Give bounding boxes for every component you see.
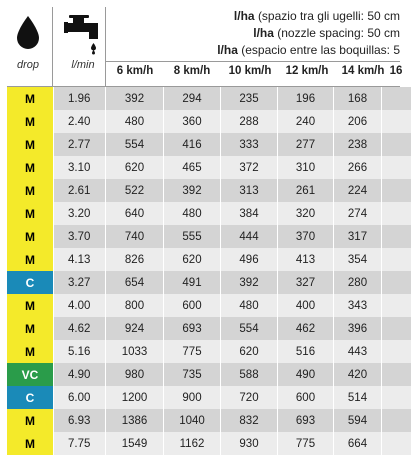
drop-category-cell: M [7, 133, 53, 156]
flow-rate-cell: 7.75 [53, 432, 105, 455]
application-rate-cell: 384 [220, 202, 277, 225]
application-rate-cell: 235 [220, 87, 277, 110]
application-rate-cell [381, 179, 411, 202]
application-rate-cell: 600 [277, 386, 333, 409]
application-rate-cell: 496 [220, 248, 277, 271]
drop-category-cell: M [7, 202, 53, 225]
application-rate-cell: 343 [333, 294, 381, 317]
drop-category-cell: M [7, 317, 53, 340]
table-row [7, 340, 411, 363]
flow-rate-cell: 4.00 [53, 294, 105, 317]
drop-category-cell: M [7, 340, 53, 363]
table-row [7, 156, 411, 179]
table-row [7, 294, 411, 317]
application-rate-cell [381, 133, 411, 156]
application-rate-cell: 327 [277, 271, 333, 294]
application-rate-cell: 600 [163, 294, 220, 317]
application-rate-cell [381, 110, 411, 133]
application-rate-cell [381, 386, 411, 409]
speed-header-12: 12 km/h [285, 65, 329, 77]
table-row [7, 179, 411, 202]
drop-category-cell: M [7, 294, 53, 317]
drop-category-cell: M [7, 156, 53, 179]
application-rate-cell: 516 [277, 340, 333, 363]
flow-rate-cell: 5.16 [53, 340, 105, 363]
application-rate-cell: 490 [277, 363, 333, 386]
application-rate-cell: 720 [220, 386, 277, 409]
application-rate-cell: 620 [163, 248, 220, 271]
table-row [7, 87, 411, 110]
speed-header-14: 14 km/h [341, 65, 385, 77]
divider [52, 7, 53, 87]
table-row [7, 110, 411, 133]
application-rate-cell: 206 [333, 110, 381, 133]
application-rate-cell [381, 271, 411, 294]
application-rate-cell: 1162 [163, 432, 220, 455]
unit-line-en: l/ha (nozzle spacing: 50 cm [253, 26, 400, 40]
divider [105, 61, 400, 62]
drop-category-cell: C [7, 386, 53, 409]
application-rate-cell: 735 [163, 363, 220, 386]
drop-category-cell: C [7, 271, 53, 294]
application-rate-cell: 654 [105, 271, 163, 294]
application-rate-cell [381, 340, 411, 363]
application-rate-cell: 924 [105, 317, 163, 340]
application-rate-cell: 480 [105, 110, 163, 133]
application-rate-cell: 514 [333, 386, 381, 409]
application-rate-cell: 555 [163, 225, 220, 248]
table-row [7, 317, 411, 340]
faucet-icon [63, 13, 103, 55]
application-rate-cell: 775 [163, 340, 220, 363]
table-row [7, 248, 411, 271]
application-rate-cell [381, 317, 411, 340]
application-rate-cell: 444 [220, 225, 277, 248]
application-rate-cell: 491 [163, 271, 220, 294]
application-rate-cell: 740 [105, 225, 163, 248]
application-rate-cell: 826 [105, 248, 163, 271]
application-rate-cell: 664 [333, 432, 381, 455]
table-row [7, 409, 411, 432]
application-rate-cell: 333 [220, 133, 277, 156]
application-rate-cell: 196 [277, 87, 333, 110]
flow-rate-cell: 1.96 [53, 87, 105, 110]
application-rate-cell: 317 [333, 225, 381, 248]
application-rate-cell [381, 87, 411, 110]
application-rate-cell: 277 [277, 133, 333, 156]
application-rate-cell: 465 [163, 156, 220, 179]
application-rate-cell: 930 [220, 432, 277, 455]
table-row [7, 202, 411, 225]
table-row [7, 271, 411, 294]
application-rate-cell: 266 [333, 156, 381, 179]
drop-category-cell: M [7, 248, 53, 271]
application-rate-cell: 640 [105, 202, 163, 225]
application-rate-cell: 1386 [105, 409, 163, 432]
application-rate-cell: 522 [105, 179, 163, 202]
application-rate-cell [381, 363, 411, 386]
table-row [7, 225, 411, 248]
flow-rate-cell: 6.93 [53, 409, 105, 432]
application-rate-cell [381, 156, 411, 179]
drop-label: drop [16, 59, 40, 71]
flow-rate-cell: 2.77 [53, 133, 105, 156]
application-rate-cell: 1040 [163, 409, 220, 432]
application-rate-cell: 238 [333, 133, 381, 156]
application-rate-cell: 1033 [105, 340, 163, 363]
application-rate-cell: 832 [220, 409, 277, 432]
application-rate-cell: 400 [277, 294, 333, 317]
flow-rate-cell: 2.61 [53, 179, 105, 202]
application-rate-cell: 480 [163, 202, 220, 225]
application-rate-cell: 1200 [105, 386, 163, 409]
application-rate-cell: 392 [163, 179, 220, 202]
application-rate-cell: 168 [333, 87, 381, 110]
table-row [7, 386, 411, 409]
flow-rate-cell: 3.20 [53, 202, 105, 225]
application-rate-cell: 372 [220, 156, 277, 179]
speed-header-10: 10 km/h [228, 65, 272, 77]
flow-rate-cell: 3.10 [53, 156, 105, 179]
speed-header-8: 8 km/h [173, 65, 211, 77]
application-rate-cell: 980 [105, 363, 163, 386]
application-rate-cell: 294 [163, 87, 220, 110]
application-rate-cell: 413 [277, 248, 333, 271]
application-rate-cell: 800 [105, 294, 163, 317]
application-rate-cell: 775 [277, 432, 333, 455]
application-rate-cell: 1549 [105, 432, 163, 455]
unit-line-es: l/ha (espacio entre las boquillas: 5 [217, 43, 400, 57]
application-rate-cell [381, 294, 411, 317]
table-row [7, 432, 411, 455]
flow-rate-cell: 4.13 [53, 248, 105, 271]
application-rate-cell: 480 [220, 294, 277, 317]
application-rate-cell: 693 [277, 409, 333, 432]
application-rate-cell [381, 225, 411, 248]
application-rate-cell: 261 [277, 179, 333, 202]
application-rate-cell: 594 [333, 409, 381, 432]
table-header [7, 7, 403, 87]
flow-rate-cell: 3.70 [53, 225, 105, 248]
drop-category-cell: VC [7, 363, 53, 386]
application-rate-cell: 900 [163, 386, 220, 409]
application-rate-cell: 240 [277, 110, 333, 133]
application-rate-cell [381, 409, 411, 432]
application-rate-cell: 280 [333, 271, 381, 294]
application-rate-cell: 274 [333, 202, 381, 225]
application-rate-cell: 620 [220, 340, 277, 363]
drop-category-cell: M [7, 432, 53, 455]
drop-icon [15, 15, 41, 51]
application-rate-cell: 554 [105, 133, 163, 156]
table-row [7, 133, 411, 156]
flow-rate-cell: 3.27 [53, 271, 105, 294]
application-rate-cell: 370 [277, 225, 333, 248]
application-rate-cell: 310 [277, 156, 333, 179]
drop-category-cell: M [7, 409, 53, 432]
application-rate-cell [381, 202, 411, 225]
application-rate-cell: 320 [277, 202, 333, 225]
drop-category-cell: M [7, 110, 53, 133]
table-row [7, 363, 411, 386]
application-rate-cell: 360 [163, 110, 220, 133]
drop-category-cell: M [7, 225, 53, 248]
application-rate-cell: 693 [163, 317, 220, 340]
flow-rate-cell: 4.62 [53, 317, 105, 340]
application-rate-cell: 620 [105, 156, 163, 179]
application-rate-cell: 554 [220, 317, 277, 340]
application-rate-cell: 443 [333, 340, 381, 363]
flow-rate-cell: 6.00 [53, 386, 105, 409]
application-rate-cell: 462 [277, 317, 333, 340]
application-rate-cell [381, 248, 411, 271]
drop-category-cell: M [7, 179, 53, 202]
drop-category-cell: M [7, 87, 53, 110]
speed-header-6: 6 km/h [116, 65, 154, 77]
application-rate-cell: 288 [220, 110, 277, 133]
flow-rate-cell: 2.40 [53, 110, 105, 133]
application-rate-cell: 313 [220, 179, 277, 202]
flow-unit-label: l/min [71, 59, 95, 71]
application-rate-cell: 416 [163, 133, 220, 156]
speed-header-16: 16 [389, 65, 403, 77]
application-rate-cell: 396 [333, 317, 381, 340]
application-rate-cell: 354 [333, 248, 381, 271]
application-rate-cell: 392 [105, 87, 163, 110]
application-rate-cell: 224 [333, 179, 381, 202]
application-rate-cell: 420 [333, 363, 381, 386]
application-rate-cell: 392 [220, 271, 277, 294]
application-rate-cell [381, 432, 411, 455]
flow-rate-cell: 4.90 [53, 363, 105, 386]
unit-line-it: l/ha (spazio tra gli ugelli: 50 cm [233, 9, 400, 23]
application-rate-cell: 588 [220, 363, 277, 386]
